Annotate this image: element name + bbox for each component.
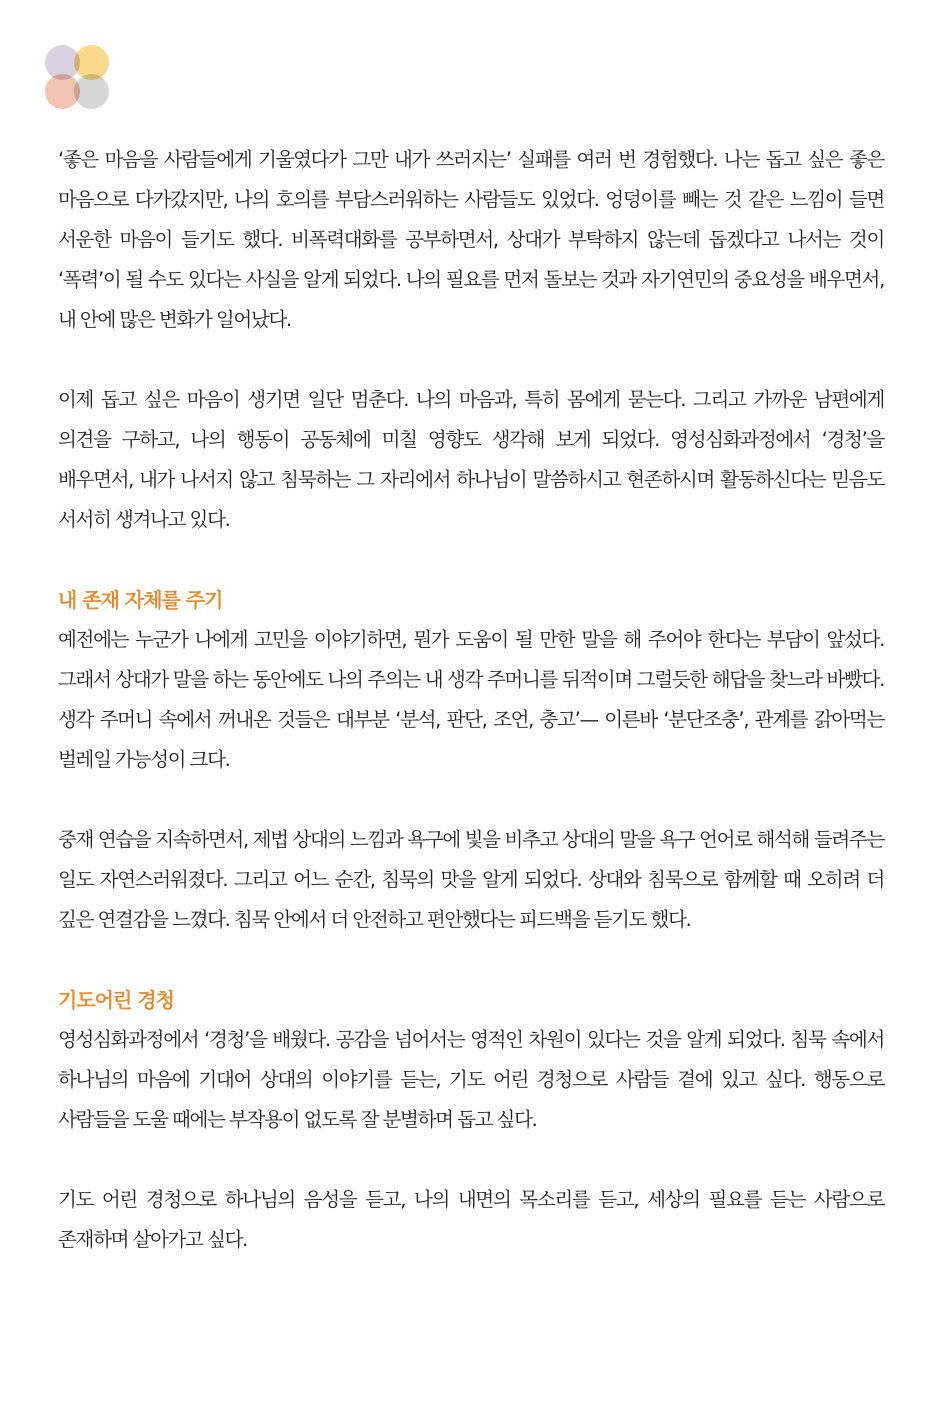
paragraph: 예전에는 누군가 나에게 고민을 이야기하면, 뭔가 도움이 될 만한 말을 해 주어야 한다는 부담이 앞섰다. 그래서 상대가 말을 하는 동안에도 나의 주의는 내 생각 주머니를 뒤적이며 그럴듯한 해답을 찾느라 바빴다. 생각 주머니 속에서 꺼내온 것들은 대부분 ‘분석, 판단, 조언, 충고’— 이른바 ‘분단조충’, 관계를 갉아먹는 벌레일 가능성이 크다. xyxy=(58,628,884,771)
section-heading: 기도어린 경청 xyxy=(58,988,174,1012)
paragraph: 중재 연습을 지속하면서, 제법 상대의 느낌과 욕구에 빛을 비추고 상대의 말을 욕구 언어로 해석해 들려주는 일도 자연스러워졌다. 그리고 어느 순간, 침묵의 맛을 알게 되었다. 상대와 침묵으로 함께할 때 오히려 더 깊은 연결감을 느꼈다. 침묵 안에서 더 안전하고 편안했다는 피드백을 듣기도 했다. xyxy=(58,828,884,931)
section-heading: 내 존재 자체를 주기 xyxy=(58,588,223,612)
four-circles-logo xyxy=(44,44,110,110)
paragraph: ‘좋은 마음을 사람들에게 기울였다가 그만 내가 쓰러지는’ 실패를 여러 번 경험했다. 나는 돕고 싶은 좋은 마음으로 다가갔지만, 나의 호의를 부담스러워하는 사람들도 있었다. 엉덩이를 빼는 것 같은 느낌이 들면 서운한 마음이 들기도 했다. 비폭력대화를 공부하면서, 상대가 부탁하지 않는데 돕겠다고 나서는 것이 ‘폭력’이 될 수도 있다는 사실을 알게 되었다. 나의 필요를 먼저 돌보는 것과 자기연민의 중요성을 배우면서, 내 안에 많은 변화가 일어났다. xyxy=(58,148,884,331)
paragraph: 기도 어린 경청으로 하나님의 음성을 듣고, 나의 내면의 목소리를 듣고, 세상의 필요를 듣는 사람으로 존재하며 살아가고 싶다. xyxy=(58,1188,884,1251)
logo-circle-gray xyxy=(74,74,109,109)
paragraph: 이제 돕고 싶은 마음이 생기면 일단 멈춘다. 나의 마음과, 특히 몸에게 묻는다. 그리고 가까운 남편에게 의견을 구하고, 나의 행동이 공동체에 미칠 영향도 생각해 보게 되었다. 영성심화과정에서 ‘경청’을 배우면서, 내가 나서지 않고 침묵하는 그 자리에서 하나님이 말씀하시고 현존하시며 활동하신다는 믿음도 서서히 생겨나고 있다. xyxy=(58,388,884,531)
paragraph: 영성심화과정에서 ‘경청’을 배웠다. 공감을 넘어서는 영적인 차원이 있다는 것을 알게 되었다. 침묵 속에서 하나님의 마음에 기대어 상대의 이야기를 듣는, 기도 어린 경청으로 사람들 곁에 있고 싶다. 행동으로 사람들을 도울 때에는 부작용이 없도록 잘 분별하며 돕고 싶다. xyxy=(58,1028,884,1131)
article-body xyxy=(58,140,884,1260)
